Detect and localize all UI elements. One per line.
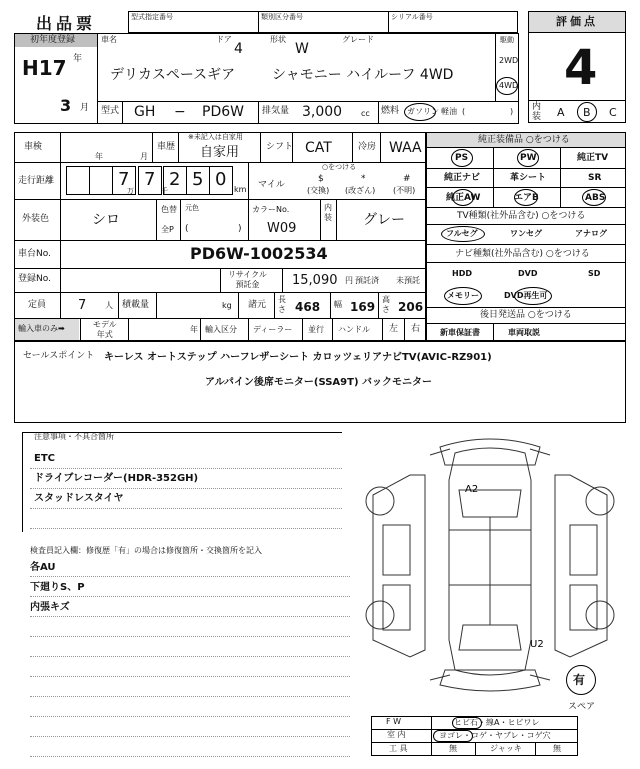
- import-category-label: 輸入区分: [205, 325, 237, 334]
- color-value: シロ: [92, 212, 120, 228]
- sales-points-label: セールスポイント: [23, 351, 95, 361]
- interior-condition-label: 室 内: [387, 730, 406, 739]
- body-label: 形状: [270, 35, 286, 44]
- load-unit: kg: [222, 301, 232, 310]
- fuel-label: 燃料: [381, 106, 400, 116]
- import-label: 輸入車のみ➡: [18, 324, 65, 333]
- tools-none: 無: [449, 744, 457, 753]
- unknown-symbol: #: [403, 174, 411, 184]
- shift-value: CAT: [305, 140, 332, 156]
- history-label: 車歴: [157, 142, 176, 152]
- first-reg-era-year: H17: [22, 56, 67, 80]
- color-no-label: カラーNo.: [252, 205, 290, 214]
- ac-label: 冷房: [358, 142, 377, 152]
- equip-abs: ABS: [585, 193, 606, 203]
- navi-hdd: HDD: [452, 269, 472, 278]
- dims-label: 諸元: [248, 300, 267, 310]
- inspector-line-2: 下廻りS、P: [30, 582, 85, 593]
- model-prefix: GH: [134, 104, 156, 120]
- inspection-year-unit: 年: [95, 152, 103, 161]
- handle-label: ハンドル: [338, 325, 370, 334]
- width-value: 169: [350, 300, 376, 314]
- recycle-label: リサイクル 預託金: [228, 270, 267, 289]
- width-label: 幅: [334, 300, 342, 309]
- capacity-unit: 人: [105, 301, 113, 310]
- code-box: [128, 11, 518, 33]
- tools-label: 工 具: [389, 744, 408, 753]
- original-color-paren-close: ): [238, 224, 242, 234]
- model-year-label: モデル 年式: [93, 320, 117, 339]
- mileage-digit: 0: [215, 169, 227, 190]
- interior-condition-options: ヨゴレ・コゲ・ヤブレ・コゲ穴: [439, 731, 551, 740]
- serial-number-label: シリアル番号: [391, 13, 433, 21]
- capacity-label: 定員: [28, 300, 47, 310]
- import-year-unit: 年: [190, 325, 198, 334]
- length-label: 長さ: [278, 295, 286, 314]
- history-value: 自家用: [200, 145, 240, 160]
- exchange-label: (交換): [307, 186, 330, 195]
- grade-value: シャモニー ハイルーフ 4WD: [272, 67, 454, 83]
- body-value: W: [295, 41, 309, 57]
- mile-label: マイル: [258, 180, 285, 190]
- form-title: 出品票: [36, 14, 97, 33]
- wheel-rear-right: [586, 601, 614, 629]
- mileage-unit-man: 万: [127, 187, 134, 195]
- length-value: 468: [295, 300, 321, 314]
- car-damage-diagram: [355, 435, 625, 700]
- original-color-paren-open: (: [185, 224, 189, 234]
- first-reg-month: 3: [60, 96, 72, 115]
- grade-label: グレード: [342, 35, 374, 44]
- first-reg-label: 初年度登録: [30, 35, 76, 45]
- height-value: 206: [398, 300, 424, 314]
- doors-value: 4: [234, 41, 243, 57]
- mark-a2: A2: [465, 484, 479, 495]
- jack-label: ジャッキ: [490, 744, 522, 753]
- mileage-digit: 7: [118, 169, 130, 190]
- inspection-label: 車検: [24, 142, 43, 152]
- car-name: デリカスペースギア: [110, 67, 236, 83]
- color-label: 外装色: [22, 214, 50, 224]
- drive-4wd: 4WD: [499, 81, 519, 90]
- full-paint-label: 全P: [161, 225, 174, 234]
- month-unit: 月: [80, 103, 90, 113]
- displacement-value: 3,000: [302, 104, 343, 120]
- unknown-label: (不明): [393, 186, 416, 195]
- score-label: 評価点: [556, 15, 598, 28]
- equip-leather: 革シート: [510, 173, 547, 183]
- navi-dvd-play: DVD再生可: [504, 291, 548, 300]
- right-label: 右: [411, 324, 421, 334]
- fw-options: ヒビ石・線A・ヒビワレ: [454, 718, 540, 727]
- score-value: 4: [564, 40, 598, 96]
- equip-navi: 純正ナビ: [444, 173, 481, 183]
- mileage-digit: 5: [192, 169, 204, 190]
- capacity-value: 7: [78, 298, 87, 313]
- light-oil-label: 軽油: [441, 107, 457, 116]
- chassis-label: 車台No.: [18, 249, 51, 259]
- interior-color-label: 内装: [324, 203, 332, 222]
- rear-window: [459, 625, 521, 650]
- fuel-value: ガソリン: [407, 107, 439, 116]
- category-number-label: 類別区分番号: [261, 13, 303, 21]
- exchange-symbol: $: [318, 174, 324, 184]
- equip-sr: SR: [588, 173, 602, 183]
- altered-symbol: *: [361, 174, 366, 184]
- displacement-label: 排気量: [262, 106, 290, 116]
- equipment-title: 純正装備品 ○をつける: [478, 135, 570, 145]
- light-paren-close: ): [510, 107, 514, 116]
- reg-no-label: 登録No.: [18, 274, 51, 284]
- fw-label: F W: [386, 717, 402, 726]
- interior-option-b: B: [583, 106, 591, 119]
- chassis-value: PD6W-1002534: [190, 244, 328, 263]
- left-label: 左: [389, 324, 399, 334]
- color-change-label: 色替: [161, 205, 177, 214]
- recycle-deposited: 預託済: [355, 276, 379, 285]
- model-number-label: 型式指定番号: [131, 13, 173, 21]
- mileage-circle-note: ○をつける: [322, 163, 357, 171]
- altered-label: (改ざん): [345, 186, 376, 195]
- interior-option-a: A: [557, 106, 565, 119]
- mileage-unit-km: km: [234, 185, 247, 194]
- equip-pw: PW: [520, 153, 537, 163]
- model-code: PD6W: [202, 104, 244, 120]
- equip-tv: 純正TV: [577, 153, 609, 163]
- spare-value: 有: [573, 673, 586, 687]
- navi-sd: SD: [588, 269, 601, 278]
- mark-u2: U2: [530, 639, 544, 650]
- shift-label: シフト: [266, 142, 294, 152]
- jack-none: 無: [553, 744, 561, 753]
- navi-title: ナビ種類(社外品含む) ○をつける: [455, 249, 590, 259]
- history-note: ※未記入は自家用: [188, 133, 243, 141]
- mileage-digit: 7: [144, 169, 156, 190]
- tv-analog: アナログ: [575, 229, 607, 238]
- year-unit: 年: [73, 54, 83, 64]
- equip-ps: PS: [455, 153, 469, 163]
- sales-points-line-1: キーレス オートステップ ハーフレザーシート カロッツェリアナビTV(AVIC-RZ901): [104, 352, 492, 363]
- inspector-line-3: 内張キズ: [30, 602, 70, 613]
- car-name-label: 車名: [101, 35, 117, 44]
- height-label: 高さ: [382, 295, 390, 314]
- spare-label: スペア: [568, 702, 596, 712]
- notes-label: 注意事項・不具合箇所: [34, 432, 114, 441]
- later-warranty: 新車保証書: [440, 328, 480, 337]
- recycle-unit: 円: [345, 276, 353, 285]
- inspection-month-unit: 月: [140, 152, 148, 161]
- light-paren-open: (: [462, 107, 466, 116]
- parallel-label: 並行: [308, 325, 324, 334]
- ac-value: WAA: [389, 140, 422, 156]
- navi-memory: メモリー: [447, 291, 479, 300]
- mileage-unit-sen: 千: [161, 187, 168, 195]
- note-line-1: ETC: [34, 453, 55, 464]
- wheel-rear-left: [366, 601, 394, 629]
- tv-oneseg: ワンセグ: [510, 229, 542, 238]
- color-no-value: W09: [267, 221, 297, 236]
- equip-aw: 純正AW: [446, 193, 481, 203]
- mileage-digit: 2: [169, 169, 181, 190]
- drive-2wd: 2WD: [499, 56, 519, 65]
- tv-title: TV種類(社外品含む) ○をつける: [457, 211, 586, 221]
- note-line-3: スタッドレスタイヤ: [34, 493, 124, 504]
- model-label: 型式: [101, 106, 120, 116]
- tv-fullseg: フルセグ: [446, 229, 478, 238]
- sales-points-line-2: アルパイン後席モニター(SSA9T) バックモニター: [205, 377, 432, 388]
- inspector-line-1: 各AU: [30, 562, 56, 573]
- inspector-label: 検査員記入欄：修復歴「有」の場合は修復箇所・交換箇所を記入: [30, 546, 262, 555]
- interior-grade-label: 内装: [532, 102, 542, 122]
- interior-color-value: グレー: [363, 212, 405, 228]
- doors-label: ドア: [216, 35, 232, 44]
- interior-option-c: C: [609, 106, 617, 119]
- recycle-not-deposited: 未預託: [396, 276, 420, 285]
- note-line-2: ドライブレコーダー(HDR-352GH): [34, 473, 199, 484]
- drive-label: 駆動: [500, 36, 514, 44]
- dealer-label: ディーラー: [253, 325, 293, 334]
- load-label: 積載量: [122, 300, 150, 310]
- navi-dvd: DVD: [518, 269, 538, 278]
- equip-airbag: エアB: [514, 193, 539, 203]
- mileage-label: 走行距離: [18, 176, 55, 186]
- later-title: 後日発送品 ○をつける: [480, 310, 572, 320]
- model-dash: −: [174, 104, 186, 120]
- displacement-unit: cc: [361, 109, 370, 118]
- later-manual: 車両取説: [508, 328, 540, 337]
- recycle-amount: 15,090: [292, 273, 338, 288]
- original-color-label: 元色: [185, 204, 199, 212]
